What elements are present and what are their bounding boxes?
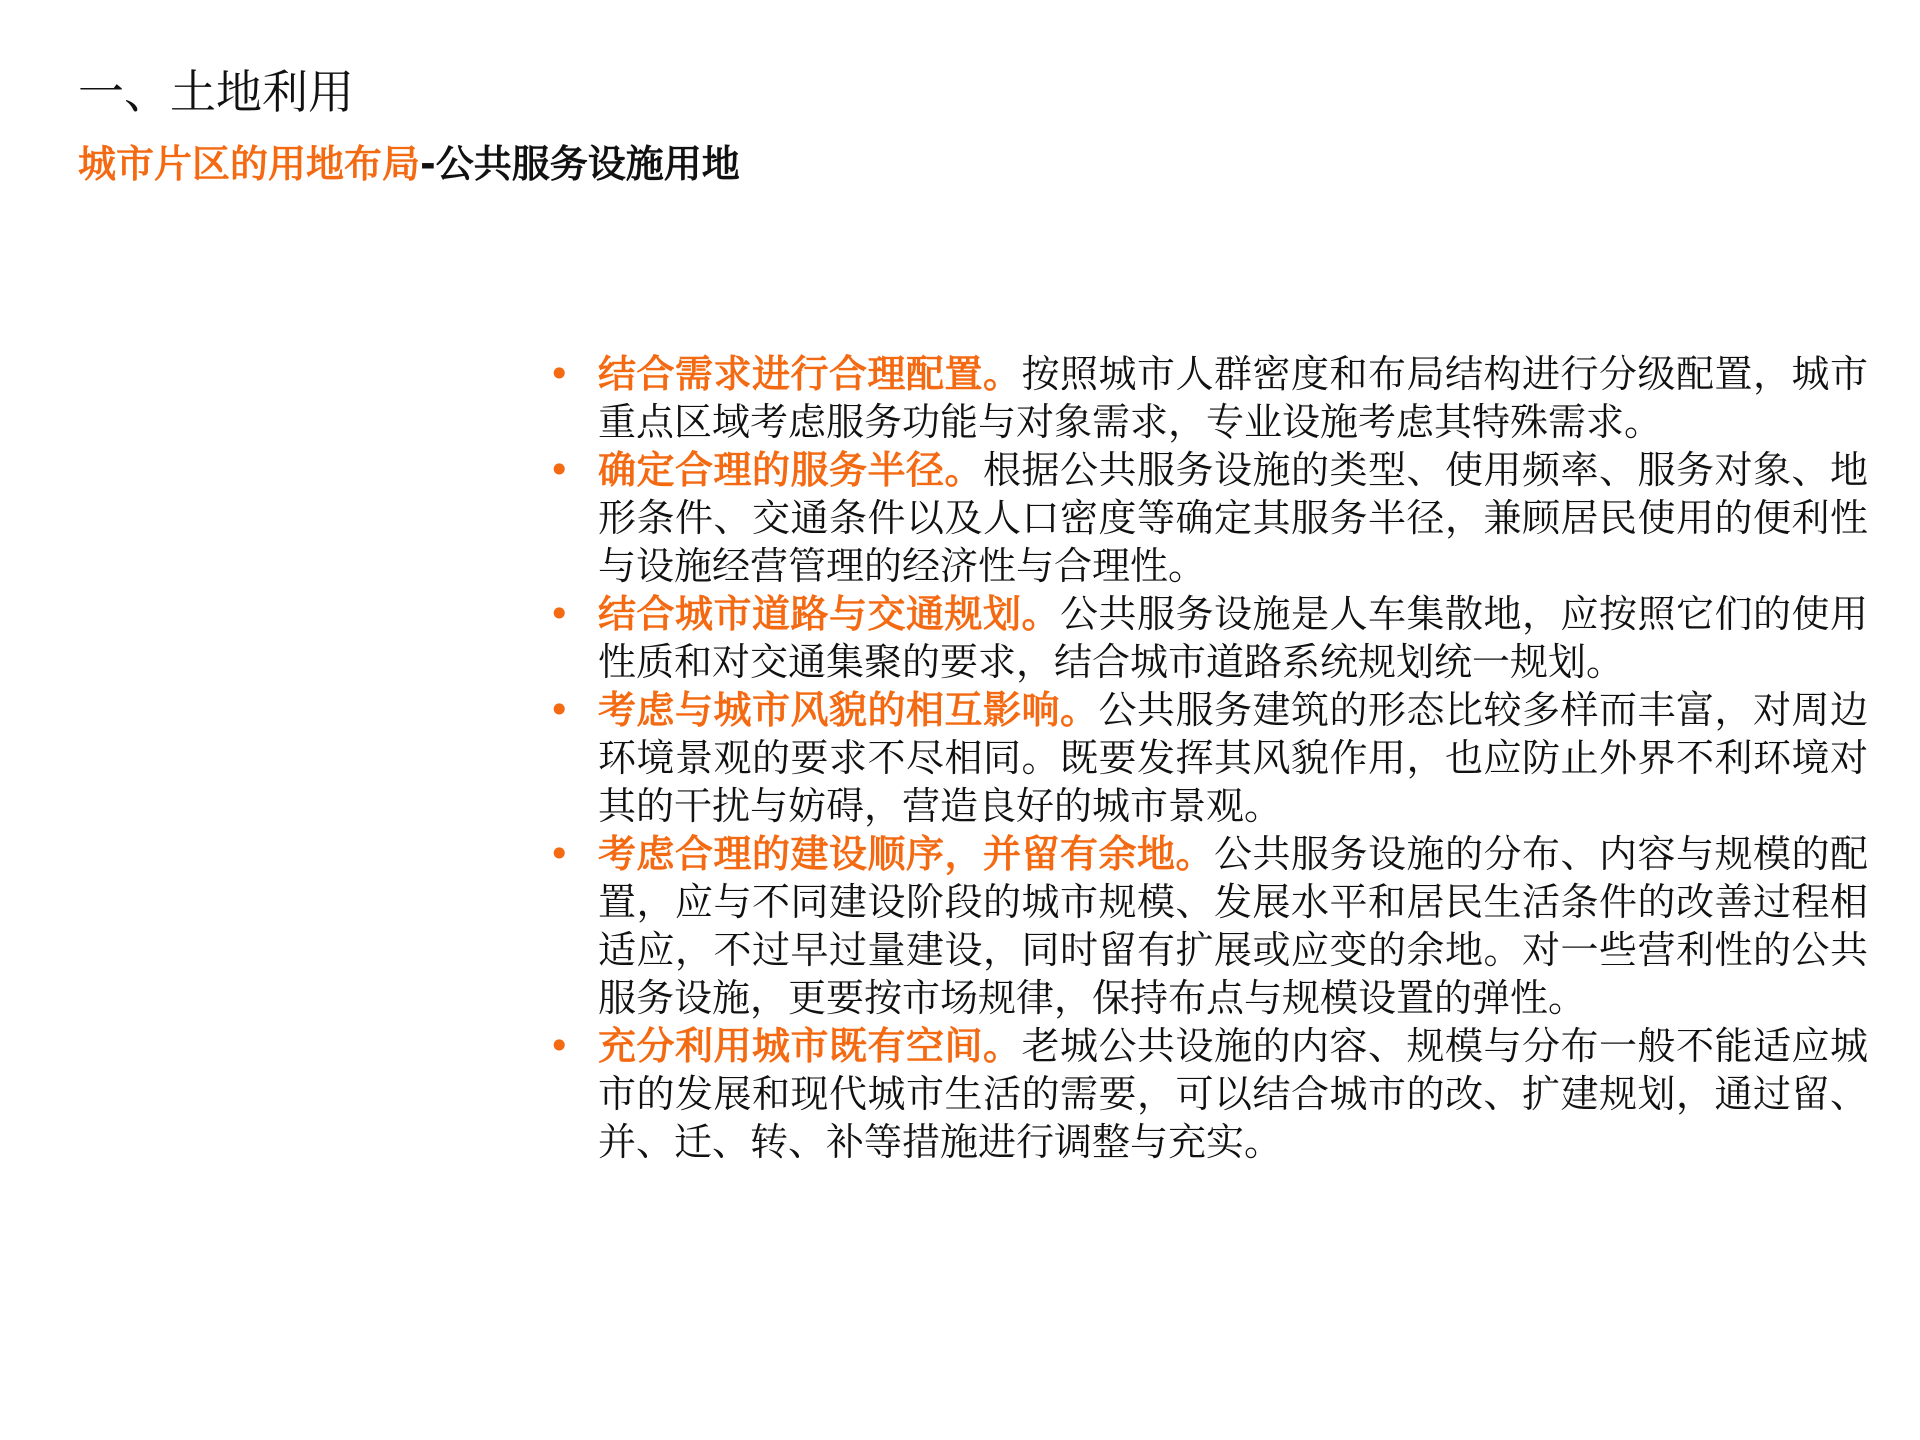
bullet-text: 公共服务建筑的形态比较多样而丰富，对周边环境景观的要求不尽相同。既要发挥其风貌作用，也应防止外界不利环境对其的干扰与妨碍，营造良好的城市景观。 bbox=[598, 688, 1868, 828]
bullet-heading: 充分利用城市既有空间。 bbox=[598, 1024, 1022, 1068]
list-item bbox=[548, 830, 1868, 1022]
bullet-text: 公共服务设施是人车集散地，应按照它们的使用性质和对交通集聚的要求，结合城市道路系统规划统一规划。 bbox=[598, 592, 1868, 684]
bullet-icon: • bbox=[548, 352, 571, 396]
page-subtitle bbox=[78, 138, 740, 190]
bullet-text: 公共服务设施的分布、内容与规模的配置，应与不同建设阶段的城市规模、发展水平和居民生活条件的改善过程相适应，不过早过量建设，同时留有扩展或应变的余地。对一些营利性的公共服务设施，更要按市场规律，保持布点与规模设置的弹性。 bbox=[598, 832, 1868, 1020]
bullet-text: 根据公共服务设施的类型、使用频率、服务对象、地形条件、交通条件以及人口密度等确定其服务半径，兼顾居民使用的便利性与设施经营管理的经济性与合理性。 bbox=[598, 448, 1868, 588]
list-item bbox=[548, 590, 1868, 686]
principles-list bbox=[548, 350, 1868, 1166]
list-item bbox=[548, 686, 1868, 830]
subtitle-separator: - bbox=[420, 142, 436, 186]
subtitle-highlight: 城市片区的用地布局 bbox=[78, 142, 421, 186]
bullet-heading: 考虑与城市风貌的相互影响。 bbox=[598, 688, 1099, 732]
bullet-heading: 结合城市道路与交通规划。 bbox=[598, 592, 1060, 636]
bullet-heading: 结合需求进行合理配置。 bbox=[598, 352, 1022, 396]
page-title: 一、土地利用 bbox=[78, 65, 354, 119]
bullet-icon: • bbox=[548, 448, 571, 492]
bullet-icon: • bbox=[548, 688, 571, 732]
bullet-heading: 考虑合理的建设顺序，并留有余地。 bbox=[598, 832, 1214, 876]
bullet-text: 按照城市人群密度和布局结构进行分级配置，城市重点区域考虑服务功能与对象需求，专业设施考虑其特殊需求。 bbox=[598, 352, 1868, 444]
bullet-icon: • bbox=[548, 592, 571, 636]
bullet-icon: • bbox=[548, 1024, 571, 1068]
list-item bbox=[548, 350, 1868, 446]
list-item bbox=[548, 446, 1868, 590]
subtitle-rest: 公共服务设施用地 bbox=[435, 142, 740, 186]
bullet-heading: 确定合理的服务半径。 bbox=[598, 448, 983, 492]
bullet-text: 老城公共设施的内容、规模与分布一般不能适应城市的发展和现代城市生活的需要，可以结合城市的改、扩建规划，通过留、并、迁、转、补等措施进行调整与充实。 bbox=[598, 1024, 1868, 1164]
bullet-icon: • bbox=[548, 832, 571, 876]
list-item bbox=[548, 1022, 1868, 1166]
